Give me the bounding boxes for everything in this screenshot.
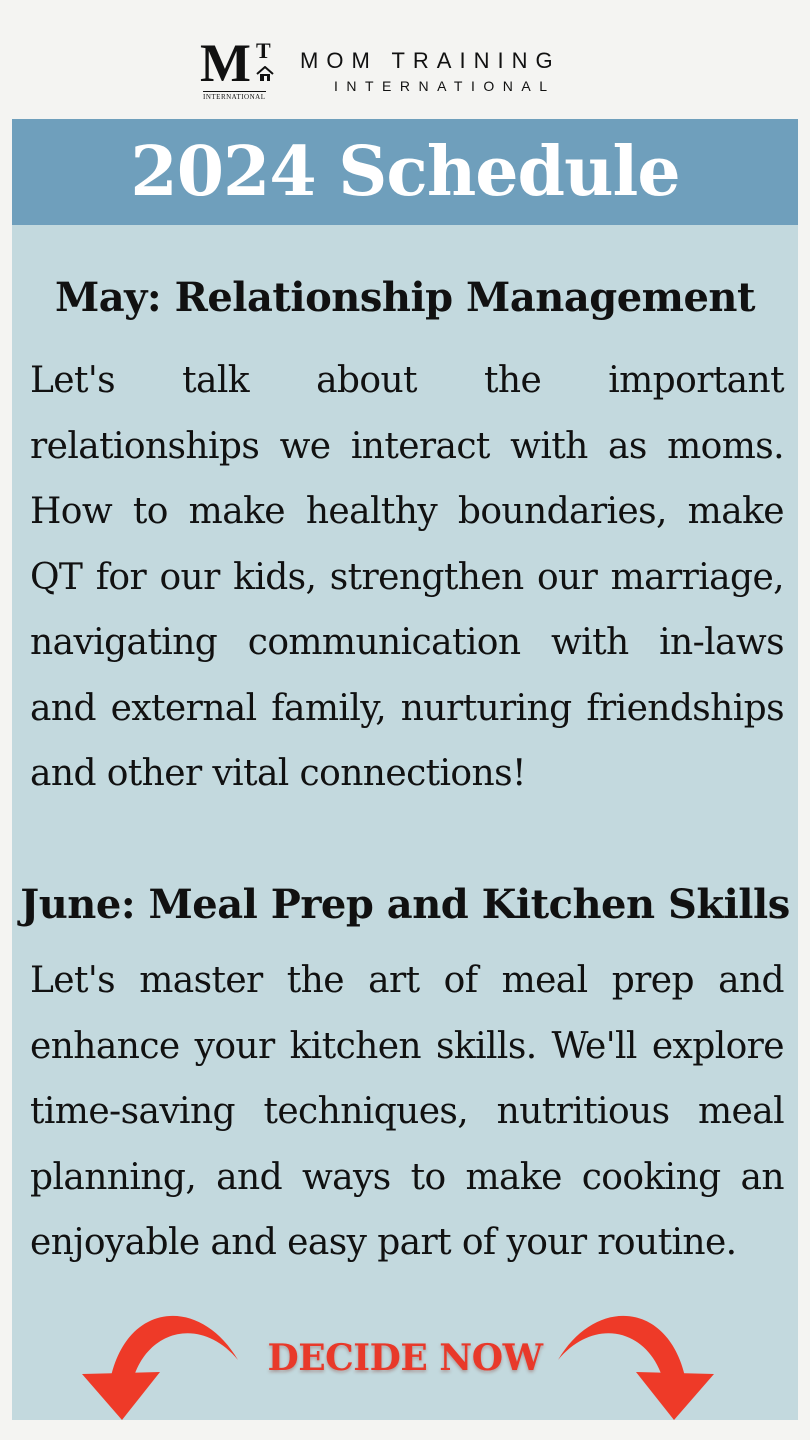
brand-logo xyxy=(198,33,618,104)
page-title: 2024 Schedule xyxy=(130,132,680,212)
curved-arrow-right-icon xyxy=(548,1302,718,1422)
logo-mark-subtext: INTERNATIONAL xyxy=(203,93,266,101)
brand-name: MOM TRAINING xyxy=(300,48,561,73)
brand-subname: INTERNATIONAL xyxy=(334,78,556,94)
schedule-panel xyxy=(12,119,798,1420)
house-icon xyxy=(256,66,274,82)
section-body-june: Let's master the art of meal prep and enhance your kitchen skills. We'll explore time-saving techniques, nutritious meal planning, and ways to make cooking an enjoyable and easy part of your routine. xyxy=(30,960,784,1263)
logo-mark-letter: M xyxy=(200,33,251,93)
logo-mark xyxy=(198,33,278,101)
section-body-may: Let's talk about the important relationships we interact with as moms. How to make healthy boundaries, make QT for our kids, strengthen our marriage, navigating communication with in-laws and external family, nurturing friendships and other vital connections! xyxy=(30,360,784,794)
section-title-may: May: Relationship Management xyxy=(54,274,755,321)
schedule-banner xyxy=(12,119,798,225)
decide-now-label: DECIDE NOW xyxy=(267,1337,543,1379)
logo-mark-small-letter: T xyxy=(256,38,271,63)
section-title-june: June: Meal Prep and Kitchen Skills xyxy=(20,881,790,928)
